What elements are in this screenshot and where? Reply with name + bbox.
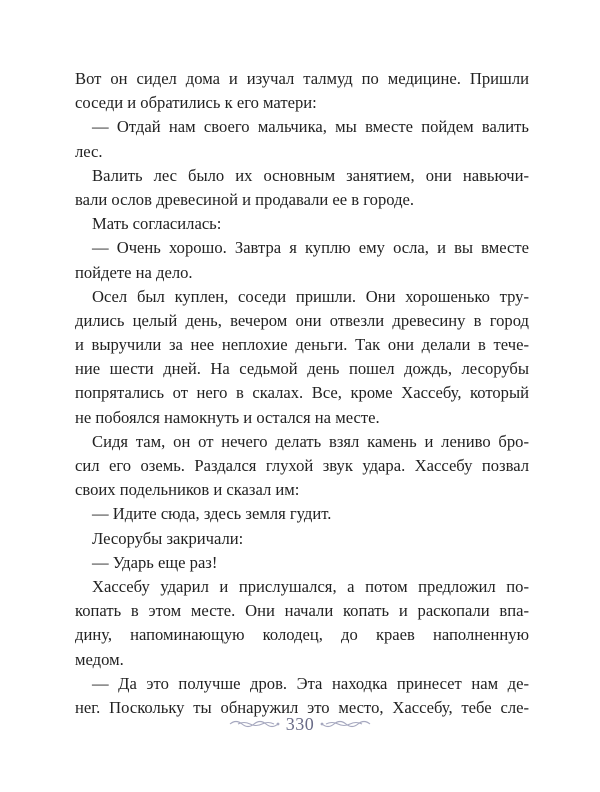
text-line: и выручили за нее неплохие деньги. Так они делали в тече- — [75, 335, 529, 355]
text-line: пойдете на дело. — [75, 262, 193, 282]
page-number: 330 — [285, 713, 315, 734]
text-line: — Ударь еще раз! — [92, 552, 218, 572]
text-line: ние шести дней. На седьмой день пошел дождь, лесорубы — [75, 359, 529, 379]
text-line: медом. — [75, 649, 124, 669]
text-line: нег. Поскольку ты обнаружил это место, Хассебу, тебе сле- — [75, 697, 529, 717]
text-line: вали ослов древесиной и продавали ее в городе. — [75, 189, 415, 209]
text-line: копать в этом месте. Они начали копать и раскопали впа- — [75, 601, 529, 621]
text-line: лес. — [75, 141, 103, 161]
body-text — [75, 67, 529, 720]
text-line: дились целый день, вечером они отвезли древесину в город — [75, 310, 529, 330]
text-line: — Идите сюда, здесь земля гудит. — [92, 504, 332, 524]
text-line: — Отдай нам своего мальчика, мы вместе пойдем валить — [92, 117, 529, 137]
right-ornament-icon — [320, 718, 372, 730]
text-line: Вот он сидел дома и изучал талмуд по медицине. Пришли — [75, 69, 529, 88]
text-line: — Да это получше дров. Эта находка принесет нам де- — [92, 673, 529, 693]
left-ornament-icon — [228, 718, 280, 730]
text-line: сил его оземь. Раздался глухой звук удара. Хассебу позвал — [75, 456, 529, 475]
text-line: Хассебу ударил и прислушался, а потом предложил по- — [92, 576, 529, 596]
text-line: — Очень хорошо. Завтра я куплю ему осла, и вы вместе — [92, 238, 529, 258]
page-footer — [0, 713, 600, 735]
text-line: Сидя там, он от нечего делать взял камень и лениво бро- — [92, 431, 529, 451]
text-line: соседи и обратились к его матери: — [75, 93, 317, 113]
text-line: дину, напоминающую колодец, до краев наполненную — [75, 625, 529, 645]
text-line: не побоялся намокнуть и остался на месте. — [75, 407, 380, 427]
text-line: Осел был куплен, соседи пришли. Они хорошенько тру- — [92, 286, 529, 306]
text-line: попрятались от него в скалах. Все, кроме Хассебу, который — [75, 383, 529, 403]
text-line: Мать согласилась: — [92, 214, 222, 234]
text-line: своих подельников и сказал им: — [75, 480, 300, 500]
text-line: Валить лес было их основным занятием, они навьючи- — [92, 165, 529, 185]
text-line: Лесорубы закричали: — [92, 528, 244, 548]
